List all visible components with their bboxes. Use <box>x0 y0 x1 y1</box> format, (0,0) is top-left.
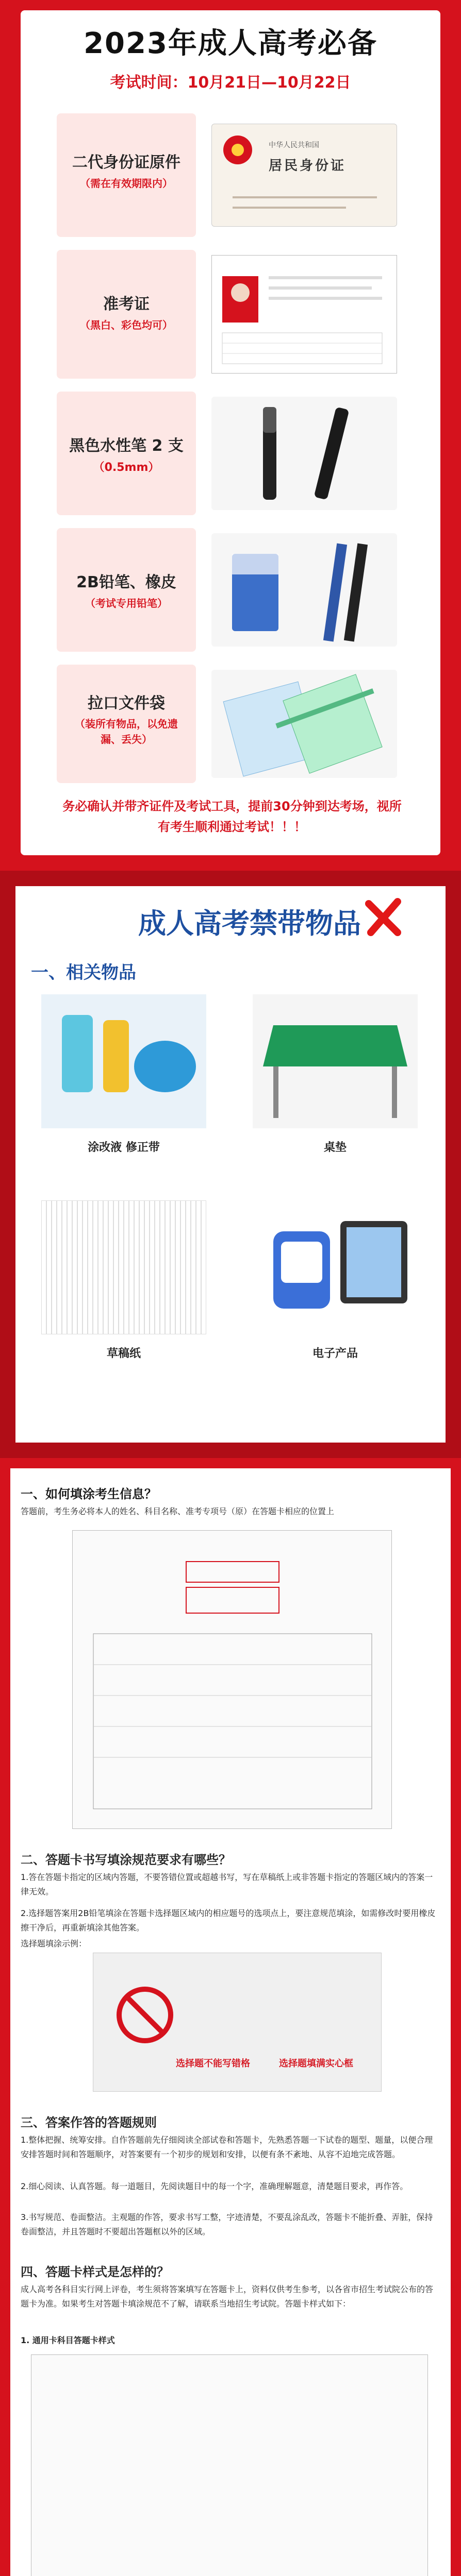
answer-sheet-sample-general <box>31 2354 428 2576</box>
warning-text: 务必确认并带齐证件及考试工具，提前30分钟到达考场，视所有考生顺利通过考试！！！ <box>62 799 402 834</box>
admission-ticket-icon <box>211 255 397 374</box>
item-label: 黑色水性笔 2 支 <box>69 437 184 455</box>
item-label: 桌垫 <box>323 1141 347 1154</box>
item-note: （需在有效期限内） <box>80 177 173 190</box>
prohibited-item-draft-paper <box>41 1200 206 1370</box>
essential-item-bag <box>57 665 407 783</box>
black-pen-icon <box>211 397 397 510</box>
item-note: （0.5mm） <box>93 461 160 474</box>
pencil-eraser-icon <box>211 533 397 647</box>
guide-h2: 二、答题卡书写填涂规范要求有哪些？ <box>21 1853 231 1867</box>
item-label: 电子产品 <box>312 1347 358 1360</box>
guide-p2c: 选择题填涂示例： <box>21 1939 87 1948</box>
item-label: 拉口文件袋 <box>88 694 165 713</box>
essential-item-pen <box>57 392 407 515</box>
guide-p3c: 3.书写规范、卷面整洁。主观题的作答，要求书写工整，字迹清楚，不要乱涂乱改，答题卡不能折叠、弄脏，保持卷面整洁，并且答题时不要超出答题框以外的区域。 <box>21 2212 433 2236</box>
item-label: 2B铅笔、橡皮 <box>76 573 176 591</box>
item-note: （黑白、彩色均可） <box>80 319 173 331</box>
guide-h3: 三、答案作答的答题规则 <box>21 2115 157 2130</box>
file-bag-icon <box>211 670 397 778</box>
stamp-right: 选择题填满实心框 <box>279 2058 353 2069</box>
essentials-title: 2023年成人高考必备 <box>84 27 377 60</box>
item-label: 草稿纸 <box>106 1347 141 1360</box>
section-answer-sheet-guide <box>0 1458 461 2576</box>
essential-item-pencil <box>57 528 407 652</box>
guide-h4: 四、答题卡样式是怎样的？ <box>21 2265 169 2279</box>
item-label: 涂改液 修正带 <box>88 1141 160 1154</box>
fill-example <box>93 1953 382 2092</box>
red-x-icon <box>364 896 405 938</box>
id-card-icon <box>211 124 397 227</box>
guide-p1: 答题前，考生务必将本人的姓名、科目名称、准考专项号（原）在答题卡相应的位置上 <box>21 1506 335 1516</box>
stamp-wrong: 选择题不能写错格 <box>176 2058 250 2069</box>
guide-p2b: 2.选择题答案用2B铅笔填涂在答题卡选择题区域内的相应题号的选项点上，要注意规范填涂，如需修改时要用橡皮擦干净后，再重新填涂其他答案。 <box>21 1908 436 1933</box>
prohibited-heading: 一、相关物品 <box>31 962 136 983</box>
exam-date: 考试时间：10月21日—10月22日 <box>110 74 351 92</box>
item-note: （考试专用铅笔） <box>85 597 168 609</box>
correction-tape-icon <box>41 994 206 1128</box>
prohibited-item-correction <box>41 994 206 1164</box>
essential-item-admission <box>57 250 407 379</box>
sample-caption-1: 1. 通用卡科目答题卡样式 <box>21 2335 115 2345</box>
essential-item-id-card <box>57 113 407 237</box>
guide-p3b: 2.细心阅读、认真答题。每一道题目，先阅读题目中的每一个字，准确理解题意，清楚题目要求，再作答。 <box>21 2181 408 2191</box>
draft-paper-icon <box>41 1200 206 1334</box>
guide-h1: 一、如何填涂考生信息？ <box>21 1487 157 1501</box>
electronics-icon <box>253 1200 418 1334</box>
section-exam-essentials <box>0 0 461 871</box>
prohibited-item-electronics <box>253 1200 418 1370</box>
item-label: 准考证 <box>103 295 150 313</box>
id-card-title: 居民身份证 <box>269 158 347 174</box>
item-label: 二代身份证原件 <box>72 154 180 172</box>
answer-sheet-sample-1 <box>72 1530 392 1829</box>
prohibited-title: 成人高考禁带物品 <box>138 907 361 940</box>
guide-p3: 1.整体把握、统筹安排。自作答题前先仔细阅读全部试卷和答题卡，先熟悉答题一下试卷的题型、题量，以便合理安排答题时间和答题顺序，对答案要有一个初步的规划和安排，以便有条不紊地、从容不迫地完成答题。 <box>21 2135 433 2159</box>
item-note: （装所有物品，以免遗漏、丢失） <box>75 718 178 745</box>
desk-pad-icon <box>253 994 418 1128</box>
guide-p4: 成人高考各科目实行网上评卷，考生须将答案填写在答题卡上，资料仅供考生参考，以各省市招生考试院公布的答题卡为准。如果考生对答题卡填涂规范不了解，请联系当地招生考试院。答题卡样式如下： <box>21 2284 434 2309</box>
guide-p2a: 1.答在答题卡指定的区域内答题，不要答错位置或超越书写，写在草稿纸上或非答题卡指定的答题区域内的答案一律无效。 <box>21 1872 433 1896</box>
section-prohibited-items <box>0 871 461 1458</box>
prohibited-item-desk-pad <box>253 994 418 1164</box>
id-card-header: 中华人民共和国 <box>269 141 319 149</box>
